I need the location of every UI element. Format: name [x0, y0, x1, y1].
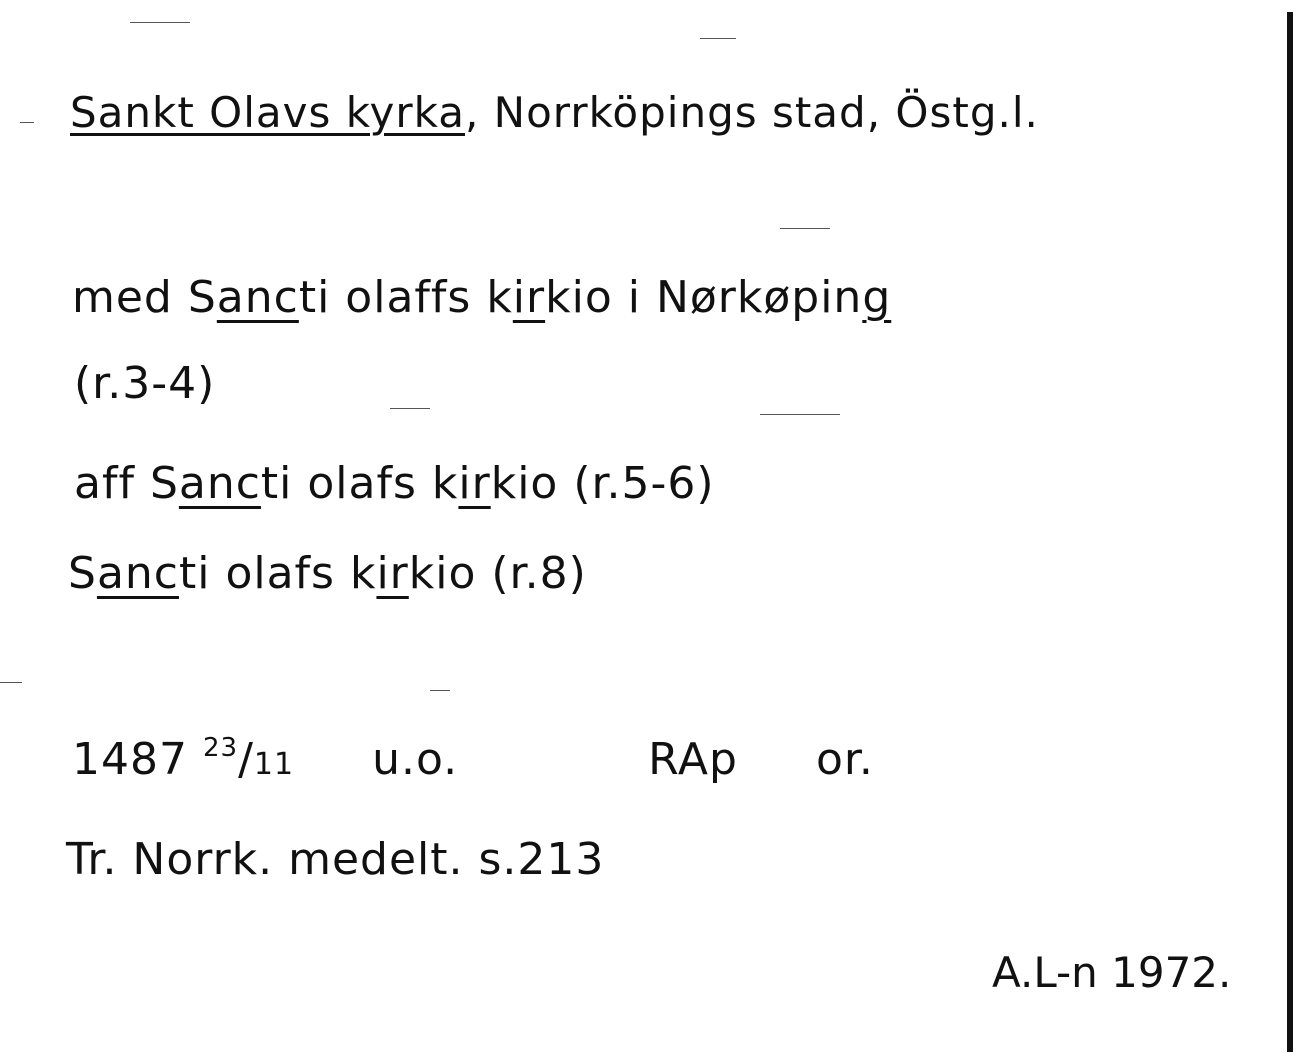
- form-text: ti olafs: [178, 548, 350, 599]
- form-reference: (r.3-4): [74, 358, 216, 409]
- form-underlined-text: ir: [512, 272, 546, 323]
- form-underlined-text: g: [862, 272, 892, 323]
- form-line-1: [72, 272, 892, 323]
- scan-speck: [0, 682, 22, 683]
- form-text: S: [187, 272, 217, 323]
- form-text: aff: [74, 458, 150, 509]
- form-text: kio (r.5-6): [490, 458, 715, 509]
- source-month: 11: [253, 747, 295, 782]
- source-line: [72, 733, 874, 785]
- scan-speck: [780, 228, 830, 229]
- source-status: u.o.: [372, 734, 459, 785]
- scan-speck: [760, 414, 840, 415]
- scan-speck: [700, 38, 736, 39]
- form-text: med: [72, 272, 188, 323]
- form-text: S: [68, 548, 97, 599]
- source-year: 1487: [72, 734, 188, 785]
- literature-reference: [66, 834, 605, 885]
- form-text: kio (r.8): [408, 548, 587, 599]
- form-text: kio i Nørkøpin: [545, 272, 863, 323]
- scan-speck: [130, 22, 190, 23]
- form-text: ti olaffs: [298, 272, 487, 323]
- reference-text: Tr. Norrk. medelt. s.213: [66, 834, 605, 885]
- source-kind: or.: [815, 734, 874, 785]
- form-line-3: [68, 548, 587, 599]
- form-line-1-reference: [74, 358, 216, 409]
- heading-location: , Norrköpings stad, Östg.l.: [464, 88, 1039, 137]
- heading-place: Sankt Olavs kyrka: [70, 88, 465, 137]
- scan-speck: [390, 408, 430, 409]
- form-underlined-text: ir: [458, 458, 491, 509]
- source-archive: RAp: [648, 734, 738, 785]
- form-underlined-text: anc: [96, 548, 179, 599]
- source-day: 23: [202, 733, 239, 763]
- form-line-2: [74, 458, 715, 509]
- signature-text: A.L-n 1972.: [992, 948, 1232, 997]
- form-underlined-text: anc: [216, 272, 299, 323]
- form-text: k: [486, 272, 513, 323]
- form-text: S: [149, 458, 179, 509]
- fraction-slash: /: [238, 734, 254, 785]
- form-text: k: [349, 548, 377, 599]
- form-text: k: [431, 458, 459, 509]
- card-heading: [70, 88, 1039, 137]
- signature: [992, 948, 1231, 997]
- form-underlined-text: anc: [178, 458, 261, 509]
- scan-speck: [20, 122, 34, 123]
- form-underlined-text: ir: [376, 548, 409, 599]
- form-text: ti olafs: [260, 458, 432, 509]
- card-edge-line: [1287, 12, 1293, 1052]
- scan-speck: [430, 690, 450, 691]
